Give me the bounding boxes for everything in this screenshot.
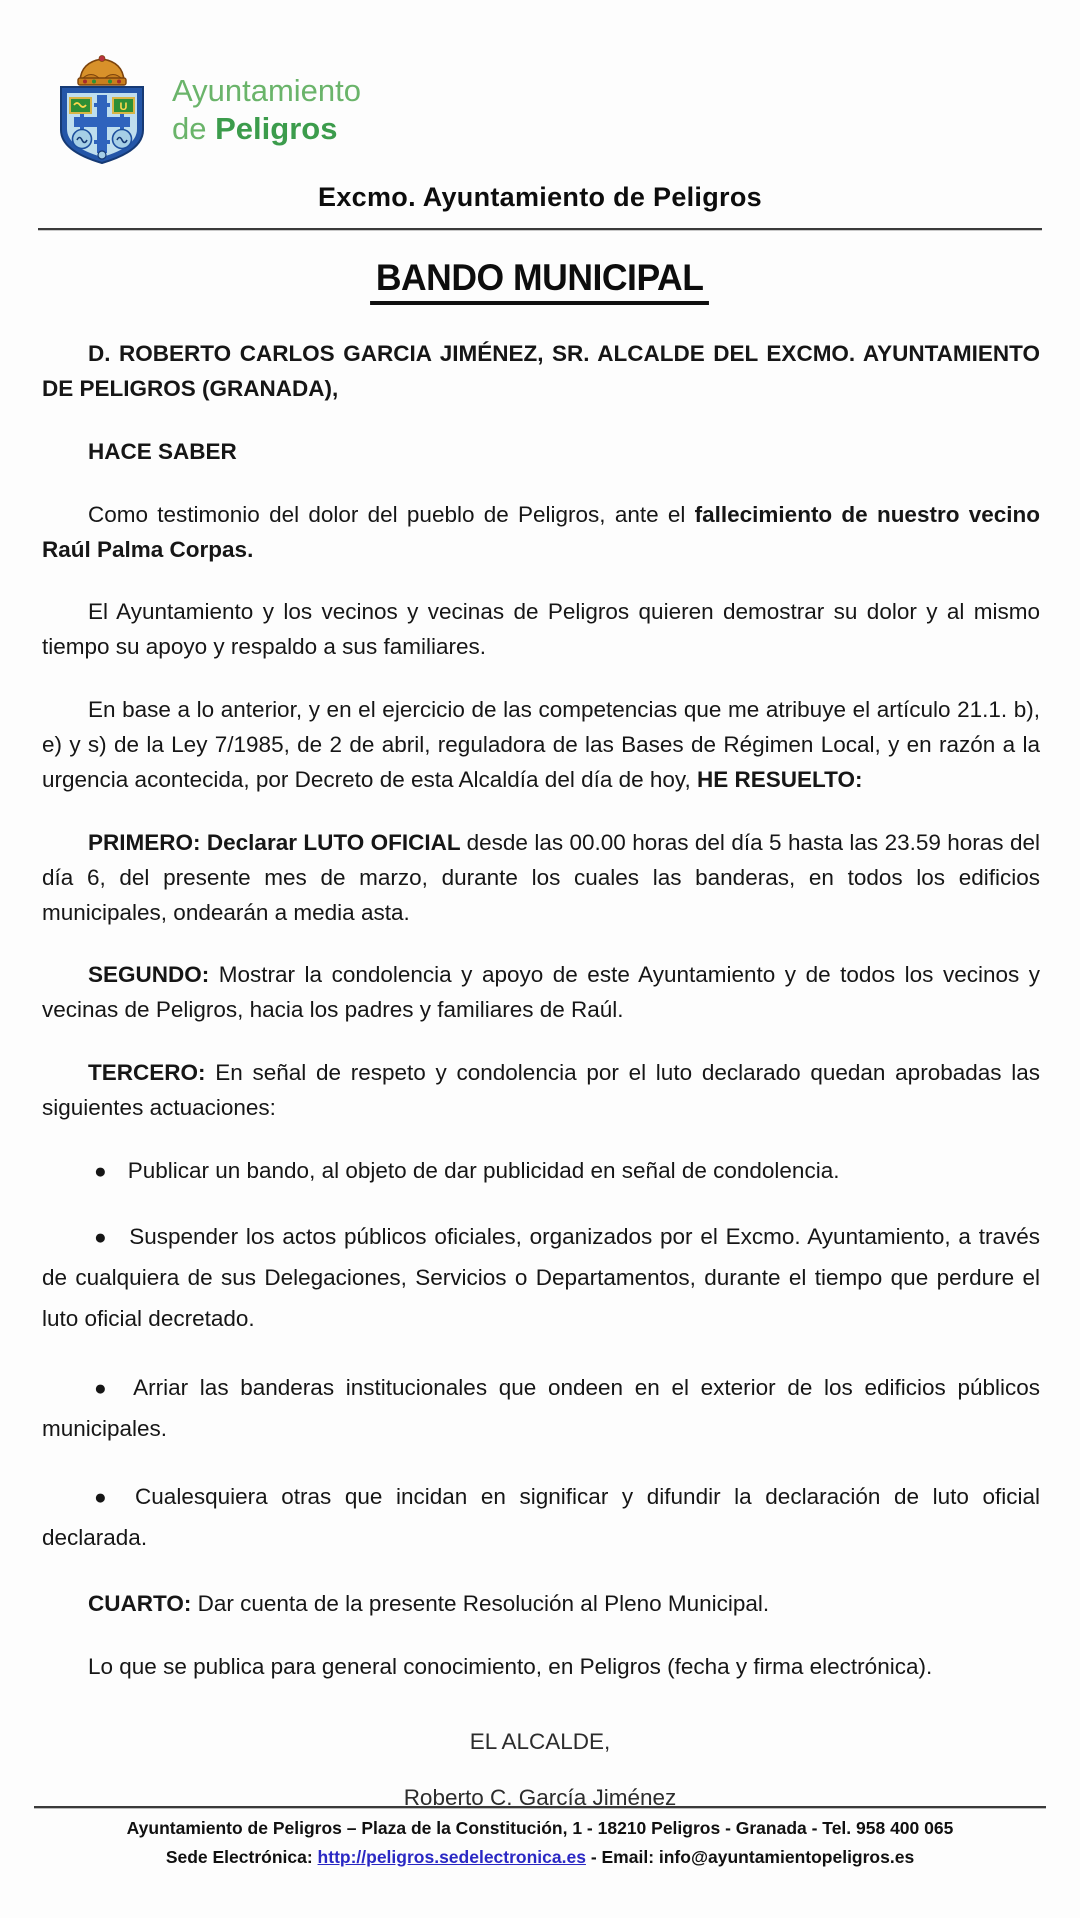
bullet-item: ● Publicar un bando, al objeto de dar publicidad en señal de condolencia. <box>94 1157 840 1183</box>
signature-block <box>0 1729 1080 1811</box>
signature-name: Roberto C. García Jiménez <box>403 1785 677 1811</box>
bullet-icon: ● <box>94 1486 136 1510</box>
svg-text:U: U <box>119 101 128 113</box>
body-paragraph: SEGUNDO: Mostrar la condolencia y apoyo de este Ayuntamiento y de todos los vecinos y vecinas de Peligros, hacia los padres y familiares de Raúl. <box>42 962 1040 1023</box>
bullet-item: ● Arriar las banderas institucionales que ondeen en el exterior de los edificios públicos municipales. <box>42 1374 1040 1441</box>
body-paragraph: HACE SABER <box>88 438 237 464</box>
bullet-icon: ● <box>94 1225 130 1249</box>
body-paragraph: Lo que se publica para general conocimiento, en Peligros (fecha y firma electrónica). <box>88 1654 933 1680</box>
logo-town-name: Peligros <box>215 111 338 146</box>
footer-divider <box>34 1806 1046 1808</box>
logo-line2: de Peligros <box>172 111 338 146</box>
header-divider <box>38 228 1042 230</box>
signature-role: EL ALCALDE, <box>469 1729 611 1755</box>
footer-address-line: Ayuntamiento de Peligros – Plaza de la Constitución, 1 - 18210 Peligros - Granada - Tel. 958 400 065 <box>126 1818 954 1838</box>
body-paragraph: D. ROBERTO CARLOS GARCIA JIMÉNEZ, SR. ALCALDE DEL EXCMO. AYUNTAMIENTO DE PELIGROS (GRANADA), <box>42 341 1040 401</box>
document-title-wrap <box>0 257 1080 305</box>
sede-electronica-link[interactable]: http://peligros.sedelectronica.es <box>317 1847 586 1867</box>
logo <box>46 54 1080 166</box>
footer-email: - Email: info@ayuntamientopeligros.es <box>585 1847 915 1867</box>
body-paragraph: CUARTO: Dar cuenta de la presente Resolución al Pleno Municipal. <box>88 1591 770 1617</box>
body-paragraph: El Ayuntamiento y los vecinos y vecinas de Peligros quieren demostrar su dolor y al mismo tiempo su apoyo y respaldo a sus familiares. <box>42 599 1040 660</box>
logo-wordmark <box>172 72 361 148</box>
body-paragraph: TERCERO: En señal de respeto y condolencia por el luto declarado quedan aprobadas las siguientes actuaciones: <box>42 1060 1040 1120</box>
body-paragraph: En base a lo anterior, y en el ejercicio de las competencias que me atribuye el artículo 21.1. b), e) y s) de la Ley 7/1985, de 2 de abril, reguladora de las Bases de Régimen Local, y en razón a la urgencia acontecida, por Decreto de esta Alcaldía del día de hoy, HE RESUELTO: <box>42 697 1040 792</box>
bullet-item: ● Cualesquiera otras que incidan en significar y difundir la declaración de luto oficial declarada. <box>42 1484 1040 1551</box>
body-paragraph: Como testimonio del dolor del pueblo de Peligros, ante el fallecimiento de nuestro vecino Raúl Palma Corpas. <box>42 501 1040 562</box>
footer <box>0 1806 1080 1872</box>
sede-electronica-label: Sede Electrónica: <box>165 1847 318 1867</box>
footer-contact-line <box>0 1843 1080 1872</box>
bullet-item: ● Suspender los actos públicos oficiales, organizados por el Excmo. Ayuntamiento, a través de cualquiera de sus Delegaciones, Servicios o Departamentos, durante el tiempo que perdure el luto oficial decretado. <box>42 1223 1041 1331</box>
body-paragraph: PRIMERO: Declarar LUTO OFICIAL desde las 00.00 horas del día 5 hasta las 23.59 horas del día 6, del presente mes de marzo, durante los cuales las banderas, en todos los edificios municipales, ondearán a media asta. <box>42 829 1040 925</box>
bullet-icon: ● <box>94 1376 134 1400</box>
document-title: BANDO MUNICIPAL <box>370 257 709 305</box>
header-title: Excmo. Ayuntamiento de Peligros <box>318 182 762 212</box>
logo-line1: Ayuntamiento <box>172 73 361 108</box>
bullet-icon: ● <box>94 1159 128 1183</box>
document-body <box>0 305 1080 1685</box>
coat-of-arms-icon <box>46 54 158 166</box>
